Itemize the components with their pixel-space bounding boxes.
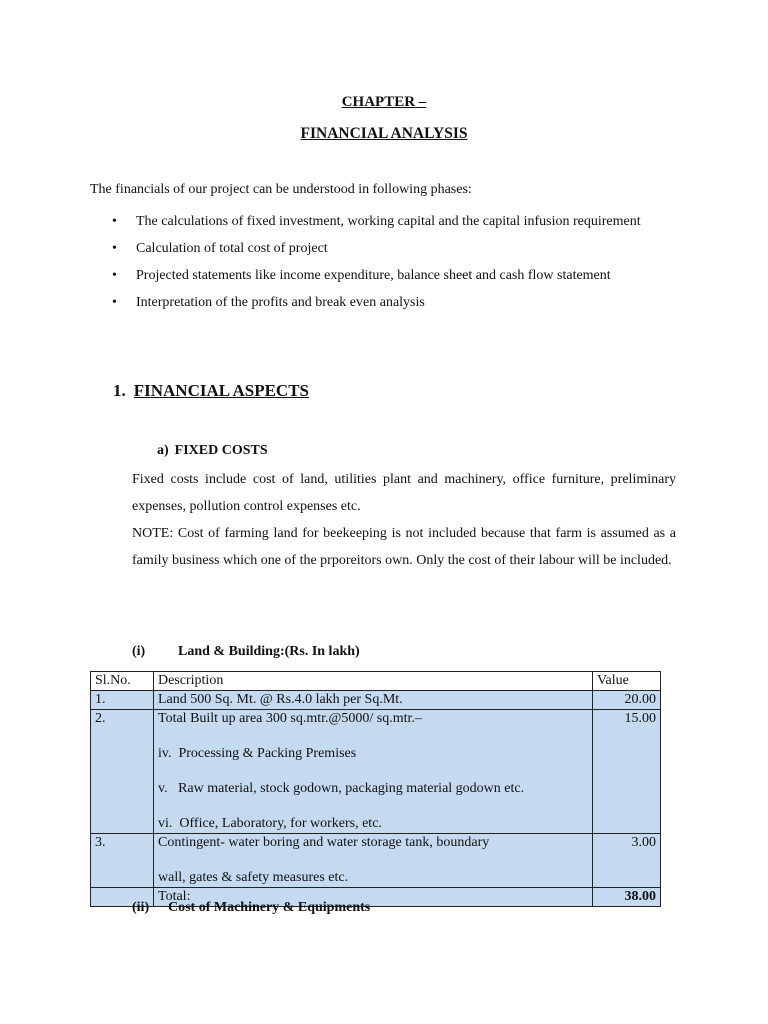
note-paragraph: NOTE: Cost of farming land for beekeeping is not included because that farm is assumed as a family business which one of the prporeitors own. Only the cost of their labour will be included. [132, 526, 676, 568]
table-label: (i) [132, 644, 146, 659]
description-line: Contingent- water boring and water storage tank, boundary [158, 835, 490, 850]
total-label-cell: Total: [154, 888, 593, 907]
table-header-row [91, 672, 661, 691]
chapter-subtitle: FINANCIAL ANALYSIS [300, 125, 468, 142]
table-caption: Land & Building:(Rs. In lakh) [178, 644, 360, 659]
section-heading [113, 381, 309, 401]
subsection-title: FIXED COSTS [174, 443, 268, 458]
value-cell: 15.00 [593, 710, 661, 834]
sl-cell: 1. [91, 691, 154, 710]
description-line: wall, gates & safety measures etc. [158, 870, 349, 885]
section-title: FINANCIAL ASPECTS [133, 381, 309, 400]
description-cell [154, 834, 593, 888]
table-row [91, 691, 661, 710]
description-line: vi. Office, Laboratory, for workers, etc. [158, 816, 382, 831]
section-caption: Cost of Machinery & Equipments [168, 900, 371, 915]
header-cell: Sl.No. [91, 672, 154, 691]
phase-item: • The calculations of fixed investment, working capital and the capital infusion requirement [108, 208, 678, 235]
subsection-heading [157, 443, 268, 459]
value-cell: 3.00 [593, 834, 661, 888]
subsection-label: a) [157, 443, 169, 458]
value-cell: 20.00 [593, 691, 661, 710]
intro-text: The financials of our project can be understood in following phases: [90, 182, 472, 197]
phase-item: • Calculation of total cost of project [108, 235, 678, 262]
phase-list [108, 208, 678, 316]
description-cell [154, 710, 593, 834]
chapter-title: CHAPTER – [341, 94, 427, 110]
header-cell: Value [593, 672, 661, 691]
table-row [91, 710, 661, 834]
description-line: v. Raw material, stock godown, packaging material godown etc. [158, 781, 525, 796]
total-value-cell: 38.00 [593, 888, 661, 907]
sl-cell: 3. [91, 834, 154, 888]
table-label: (ii) [132, 900, 150, 915]
section-number: 1. [113, 381, 126, 400]
description-line: Total Built up area 300 sq.mtr.@5000/ sq.mtr.– [158, 711, 422, 726]
description-cell: Land 500 Sq. Mt. @ Rs.4.0 lakh per Sq.Mt. [154, 691, 593, 710]
description-line: iv. Processing & Packing Premises [158, 746, 357, 761]
table-row [91, 834, 661, 888]
phase-item: • Projected statements like income expenditure, balance sheet and cash flow statement [108, 262, 678, 289]
phase-item: • Interpretation of the profits and break even analysis [108, 289, 678, 316]
sl-cell: 2. [91, 710, 154, 834]
land-building-table [90, 671, 661, 907]
header-cell: Description [154, 672, 593, 691]
fixed-costs-paragraph: Fixed costs include cost of land, utilities plant and machinery, office furniture, preliminary expenses, pollution control expenses etc. [132, 472, 676, 514]
